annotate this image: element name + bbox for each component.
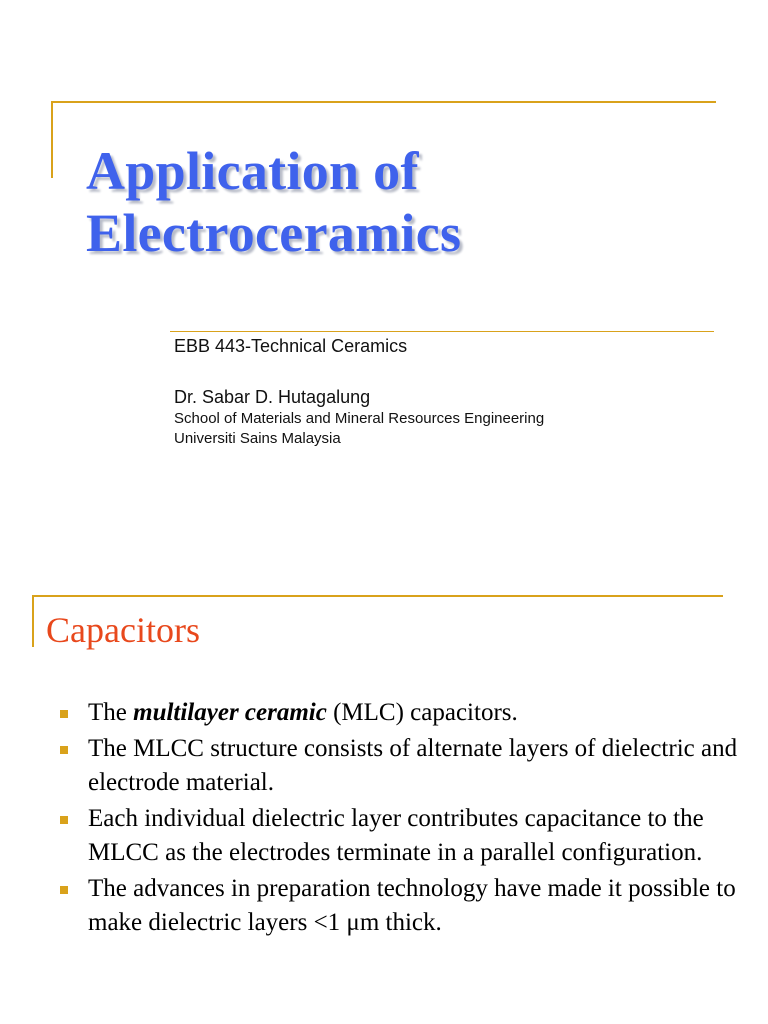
slide-heading: Capacitors [46, 610, 200, 650]
list-item [60, 802, 750, 870]
slide-title [86, 140, 461, 264]
square-bullet-icon [60, 746, 68, 754]
decorative-top-line [51, 101, 716, 103]
list-item [60, 696, 750, 730]
slide-title-line-1: Application of [86, 141, 419, 201]
bullet-text-after: (MLC) capacitors. [326, 699, 518, 726]
bullet-text: The MLCC structure consists of alternate layers of dielectric and electrode material. [88, 735, 738, 796]
decorative-subtitle-line [170, 331, 714, 332]
affiliation-school: School of Materials and Mineral Resources Engineering [174, 410, 545, 427]
decorative-top-line [32, 595, 723, 597]
bullet-text: The advances in preparation technology have made it possible to make dielectric layers <1 μm thick. [88, 875, 736, 936]
bullet-text-before: The [88, 699, 134, 726]
course-code: EBB 443-Technical Ceramics [174, 336, 408, 356]
bullet-text: Each individual dielectric layer contributes capacitance to the MLCC as the electrodes terminate in a parallel configuration. [88, 805, 704, 866]
content-slide [0, 560, 768, 1024]
author-name: Dr. Sabar D. Hutagalung [174, 387, 371, 407]
bullet-list [60, 696, 750, 942]
square-bullet-icon [60, 816, 68, 824]
decorative-left-line [32, 595, 34, 647]
square-bullet-icon [60, 886, 68, 894]
author-affiliation [174, 409, 544, 449]
list-item [60, 872, 750, 940]
slide-title-line-2: Electroceramics [86, 203, 462, 263]
affiliation-university: Universiti Sains Malaysia [174, 430, 341, 447]
square-bullet-icon [60, 710, 68, 718]
decorative-left-line [51, 101, 53, 178]
bullet-emphasis: multilayer ceramic [133, 699, 327, 726]
list-item [60, 732, 750, 800]
